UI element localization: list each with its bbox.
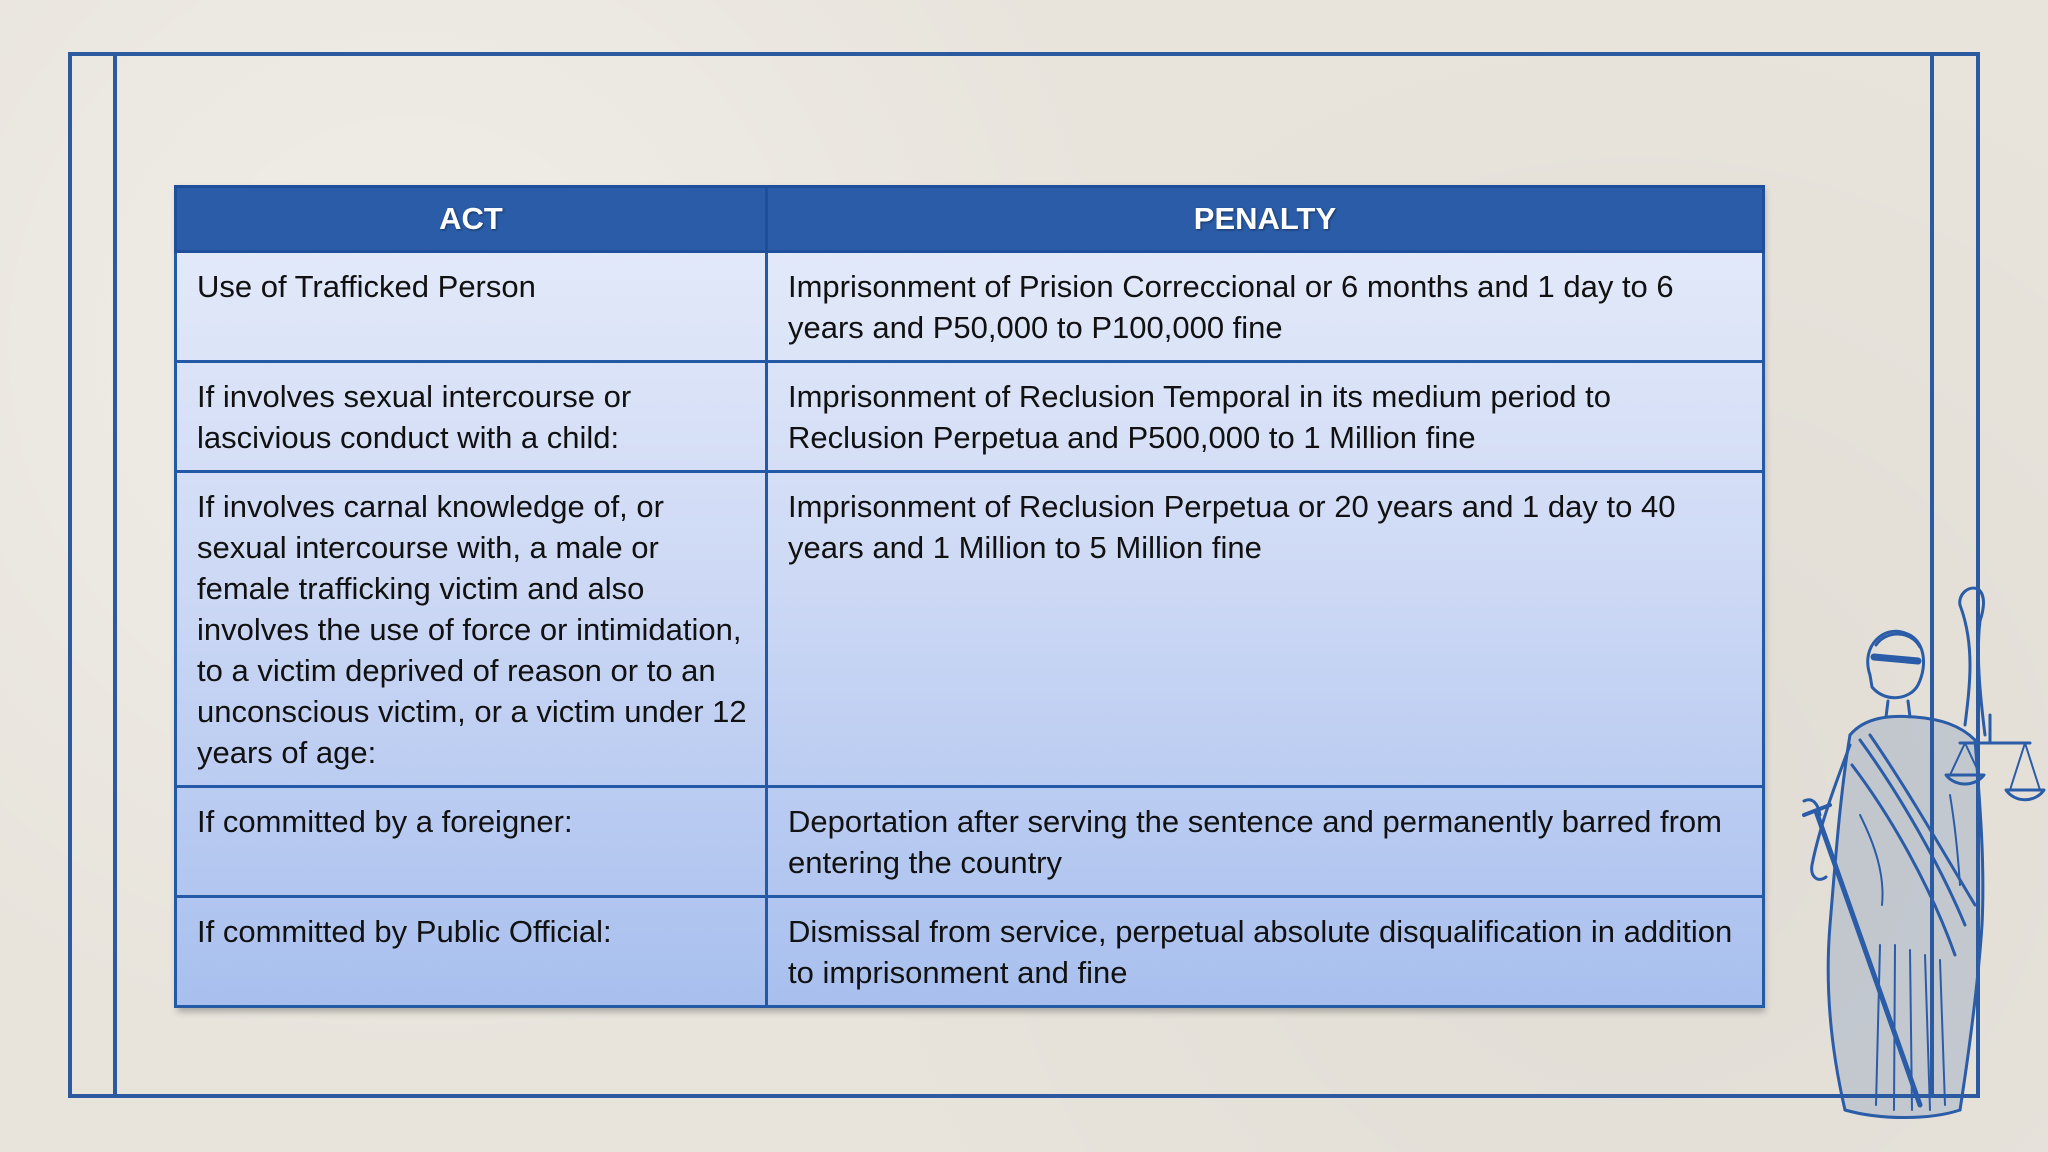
table-header-row xyxy=(176,187,1764,252)
table-row xyxy=(176,252,1764,362)
act-cell: If committed by Public Official: xyxy=(176,897,767,1007)
penalty-cell: Imprisonment of Prision Correccional or 6 months and 1 day to 6 years and P50,000 to P100,000 fine xyxy=(767,252,1764,362)
header-penalty: PENALTY xyxy=(767,187,1764,252)
frame-divider-left xyxy=(113,52,117,1098)
penalty-cell: Imprisonment of Reclusion Temporal in its medium period to Reclusion Perpetua and P500,000 to 1 Million fine xyxy=(767,362,1764,472)
penalty-table xyxy=(174,185,1765,1008)
act-cell: If involves sexual intercourse or lascivious conduct with a child: xyxy=(176,362,767,472)
penalty-cell: Dismissal from service, perpetual absolute disqualification in addition to imprisonment and fine xyxy=(767,897,1764,1007)
lady-justice-illustration xyxy=(1790,565,2048,1125)
table-row xyxy=(176,787,1764,897)
table-row xyxy=(176,472,1764,787)
penalty-cell: Imprisonment of Reclusion Perpetua or 20 years and 1 day to 40 years and 1 Million to 5 Million fine xyxy=(767,472,1764,787)
penalty-cell: Deportation after serving the sentence and permanently barred from entering the country xyxy=(767,787,1764,897)
penalty-table-container xyxy=(174,185,1762,1008)
act-cell: Use of Trafficked Person xyxy=(176,252,767,362)
table-row xyxy=(176,897,1764,1007)
table-row xyxy=(176,362,1764,472)
act-cell: If involves carnal knowledge of, or sexual intercourse with, a male or female trafficking victim and also involves the use of force or intimidation, to a victim deprived of reason or to an unconscious victim, or a victim under 12 years of age: xyxy=(176,472,767,787)
act-cell: If committed by a foreigner: xyxy=(176,787,767,897)
header-act: ACT xyxy=(176,187,767,252)
